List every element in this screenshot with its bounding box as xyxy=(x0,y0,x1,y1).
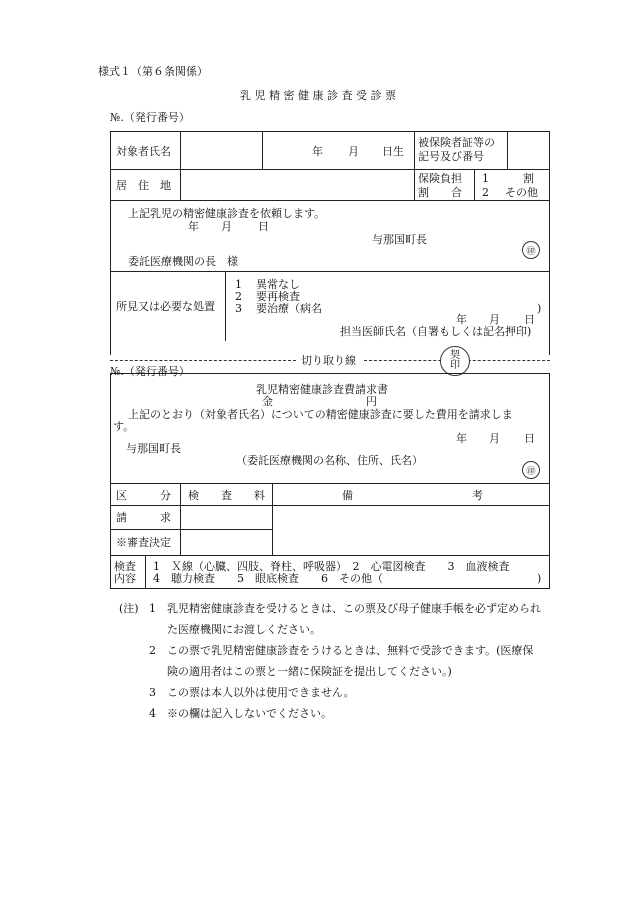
note-2-num: 2 xyxy=(149,644,156,657)
exam-content-label-1: 検査 xyxy=(114,560,136,573)
exam-content-label-2: 内容 xyxy=(114,572,136,585)
doctor-year: 年 xyxy=(456,313,467,326)
burden-option-2-text: その他 xyxy=(505,186,538,199)
request-month: 月 xyxy=(221,220,232,233)
notes-prefix: (注) xyxy=(119,602,139,615)
burden-option-1-text: 割 xyxy=(523,172,534,185)
claim-day: 日 xyxy=(524,432,535,445)
request-year: 年 xyxy=(188,220,199,233)
birth-month-label: 月 xyxy=(348,145,359,158)
issue-number-label: №.（発行番号） xyxy=(110,111,190,124)
note-4-num: 4 xyxy=(149,707,156,720)
address-label: 居 住 地 xyxy=(116,179,171,192)
finding-2-num: 2 xyxy=(235,290,242,303)
note-2-line-1: この票で乳児精密健康診査をうけるときは、無料で受診できます。(医療保 xyxy=(167,644,534,657)
seal-mark: ㊞ xyxy=(522,241,540,259)
insurance-number-label: 被保険者証等の xyxy=(418,136,495,149)
doctor-day: 日 xyxy=(524,313,535,326)
note-1-line-2: た医療機関にお渡しください。 xyxy=(167,623,321,636)
exam-line-2: 4 聴力検査 5 眼底検査 6 その他（ xyxy=(153,572,383,585)
col-remarks-header-2: 考 xyxy=(472,489,483,502)
burden-option-1-num: 1 xyxy=(482,172,489,185)
form-title: 乳 児 精 密 健 康 診 査 受 診 票 xyxy=(240,89,396,102)
doctor-signature-label: 担当医師氏名（自署もしくは記名押印) xyxy=(340,325,532,338)
col-fee-header: 検 査 料 xyxy=(188,489,265,502)
claim-amount-yen: 円 xyxy=(366,395,377,408)
findings-label: 所見又は必要な処置 xyxy=(116,300,215,313)
col-remarks-header-1: 備 xyxy=(342,489,353,502)
claim-body-line-1: 上記のとおり（対象者氏名）についての精密健康診査に要した費用を請求しま xyxy=(128,408,513,421)
request-day: 日 xyxy=(258,220,269,233)
contract-seal: 契 印 xyxy=(440,346,470,376)
finding-3: 要治療（病名 xyxy=(256,302,322,315)
claim-seal-mark: ㊞ xyxy=(522,461,540,479)
note-4: ※の欄は記入しないでください。 xyxy=(167,707,332,720)
finding-3-close: ) xyxy=(537,302,542,315)
note-2-line-2: 険の適用者はこの票と一緒に保険証を提出してください。) xyxy=(167,665,452,678)
exam-line-1: 1 Ｘ線（心臓、四肢、脊柱、呼吸器） 2 心電図検査 3 血液検査 xyxy=(153,560,510,573)
claim-month: 月 xyxy=(489,432,500,445)
row-claim-label: 請 求 xyxy=(116,511,171,524)
claim-title: 乳児精密健康診査費請求書 xyxy=(256,383,388,396)
burden-ratio-label-2: 割 合 xyxy=(418,186,462,199)
claim-institution: （委託医療機関の名称、住所、氏名） xyxy=(236,454,423,467)
claim-body-line-2: す。 xyxy=(113,420,135,433)
subject-name-label: 対象者氏名 xyxy=(116,145,171,158)
burden-option-2-num: 2 xyxy=(482,186,489,199)
claim-amount-kin: 金 xyxy=(262,395,273,408)
claim-to-mayor: 与那国町長 xyxy=(126,442,181,455)
birth-day-label: 日生 xyxy=(382,145,404,158)
note-3-num: 3 xyxy=(149,686,156,699)
form-number: 様式１（第６条関係） xyxy=(98,65,208,78)
exam-line-2-close: ) xyxy=(537,572,542,585)
finding-2: 要再検査 xyxy=(256,290,300,303)
finding-1: 異常なし xyxy=(256,278,300,291)
finding-3-num: 3 xyxy=(235,302,242,315)
institution-head: 委託医療機関の長 様 xyxy=(128,255,238,268)
birth-year-label: 年 xyxy=(312,145,323,158)
claim-year: 年 xyxy=(456,432,467,445)
burden-ratio-label: 保険負担 xyxy=(418,172,462,185)
request-text: 上記乳児の精密健康診査を依頼します。 xyxy=(128,207,326,220)
col-category-header: 区 分 xyxy=(116,489,171,502)
finding-1-num: 1 xyxy=(235,278,242,291)
cut-line-label: 切り取り線 xyxy=(301,354,356,367)
row-decision-label: ※審査決定 xyxy=(116,536,171,549)
note-3: この票は本人以外は使用できません。 xyxy=(167,686,355,699)
claim-issue-number-label: №.（発行番号） xyxy=(110,365,190,378)
insurance-number-label-2: 記号及び番号 xyxy=(418,150,484,163)
note-1-num: 1 xyxy=(149,602,156,615)
note-1-line-1: 乳児精密健康診査を受けるときは、この票及び母子健康手帳を必ず定められ xyxy=(167,602,541,615)
doctor-month: 月 xyxy=(489,313,500,326)
mayor-name: 与那国町長 xyxy=(372,233,427,246)
